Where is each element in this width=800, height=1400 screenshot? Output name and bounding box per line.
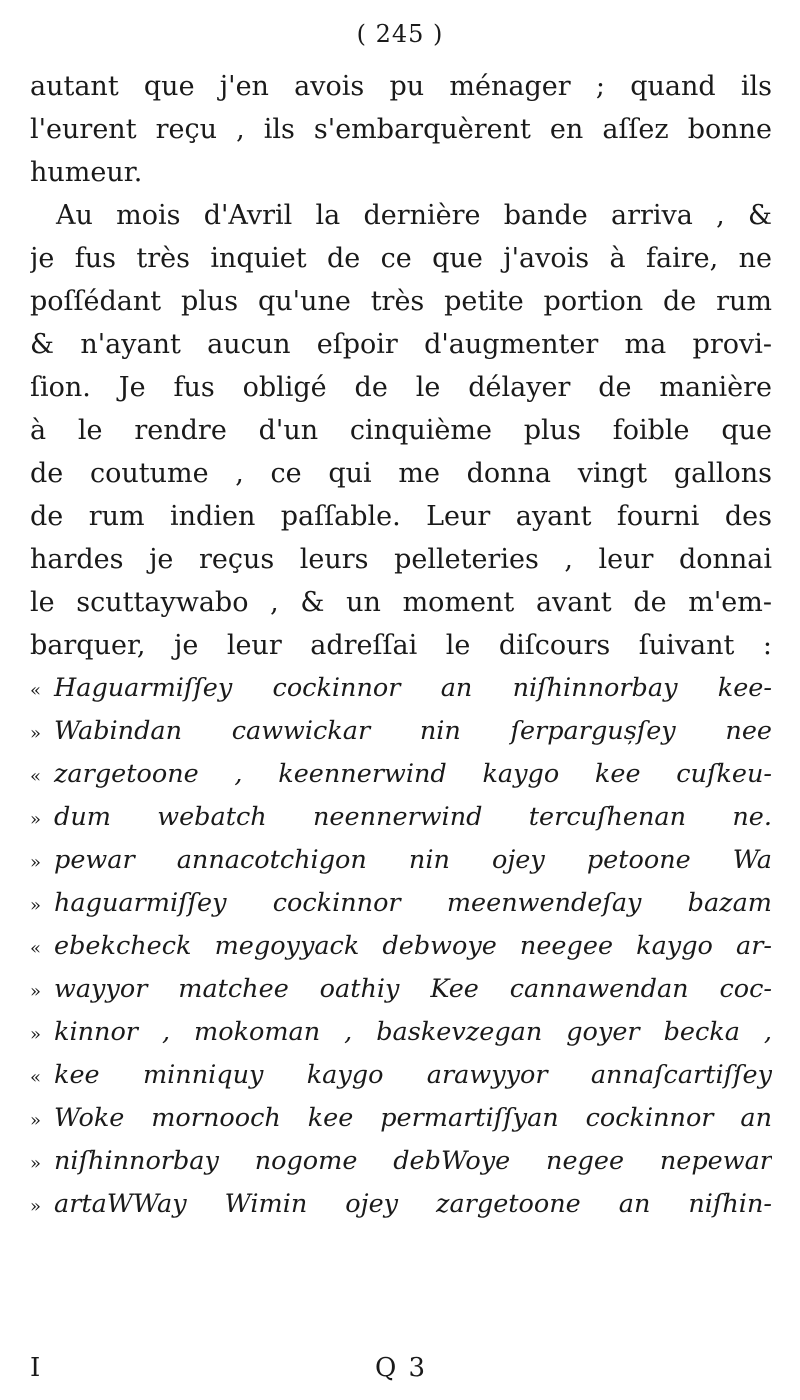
paragraph-start-line: Au mois d'Avril la dernière bande arriva , &	[56, 200, 772, 231]
quote-mark: »	[30, 981, 42, 1002]
text-line: à le rendre d'un cinquième plus foible que	[30, 415, 772, 446]
text-line: le scuttaywabo , & un moment avant de m'em-	[30, 587, 772, 618]
quote-text: dum webatch neennerwind tercuſhenan ne.	[54, 802, 772, 832]
quote-text: Haguarmiſſey cockinnor an niſhinnorbay kee-	[54, 673, 772, 703]
quote-line	[30, 1097, 772, 1140]
quote-text: kinnor , mokoman , baskevzegan goyer becka ,	[54, 1017, 772, 1047]
quote-line	[30, 753, 772, 796]
quote-line	[30, 839, 772, 882]
quote-line	[30, 925, 772, 968]
quote-mark: «	[30, 938, 42, 959]
quote-line	[30, 667, 772, 710]
quote-mark: »	[30, 1024, 42, 1045]
body-text	[30, 65, 772, 1226]
quote-mark: »	[30, 895, 42, 916]
text-line: & n'ayant aucun eſpoir d'augmenter ma provi-	[30, 329, 772, 360]
text-line: autant que j'en avois pu ménager ; quand ils	[30, 71, 772, 102]
quote-mark: »	[30, 809, 42, 830]
text-line: barquer, je leur adreſſai le diſcours ſuivant :	[30, 630, 772, 661]
quote-text: artaWWay Wimin ojey zargetoone an niſhin-	[54, 1189, 772, 1219]
quote-line	[30, 710, 772, 753]
page-number: ( 245 )	[356, 20, 444, 48]
text-line: de rum indien paſſable. Leur ayant fourni des	[30, 501, 772, 532]
quote-mark: »	[30, 1196, 42, 1217]
quote-mark: «	[30, 680, 42, 701]
quote-text: kee minniquy kaygo arawyyor annaſcartiſſey	[54, 1060, 772, 1090]
signature-line	[30, 1353, 772, 1389]
text-line: poſſédant plus qu'une très petite portion de rum	[30, 286, 772, 317]
quote-mark: «	[30, 1067, 42, 1088]
text-line: hardes je reçus leurs pelleteries , leur donnai	[30, 544, 772, 575]
quote-text: wayyor matchee oathiy Kee cannawendan coc-	[54, 974, 772, 1004]
quote-text: pewar annacotchigon nin ojey petoone Wa	[54, 845, 772, 875]
quote-text: Woke mornooch kee permartiſſyan cockinnor an	[54, 1103, 772, 1133]
quote-mark: »	[30, 852, 42, 873]
quote-text: zargetoone , keennerwind kaygo kee cuſkeu-	[54, 759, 772, 789]
text-line: ſion. Je fus obligé de le délayer de manière	[30, 372, 772, 403]
signature-left-mark: I	[30, 1353, 41, 1383]
quote-line	[30, 968, 772, 1011]
quote-mark: »	[30, 723, 42, 744]
text-line: de coutume , ce qui me donna vingt gallons	[30, 458, 772, 489]
quote-line	[30, 1011, 772, 1054]
quote-text: Wabindan cawwickar nin ſerpargușſey nee	[54, 716, 772, 746]
text-line: je fus très inquiet de ce que j'avois à faire, ne	[30, 243, 772, 274]
quote-mark: »	[30, 1110, 42, 1131]
text-line: humeur.	[30, 157, 143, 188]
quote-line	[30, 796, 772, 839]
text-line: l'eurent reçu , ils s'embarquèrent en aſſez bonne	[30, 114, 772, 145]
quote-mark: «	[30, 766, 42, 787]
quote-line	[30, 882, 772, 925]
quote-text: haguarmiſſey cockinnor meenwendeſay bazam	[54, 888, 772, 918]
quote-line	[30, 1183, 772, 1226]
quote-text: ebekcheck megoyyack debwoye neegee kaygo ar-	[54, 931, 772, 961]
quote-line	[30, 1140, 772, 1183]
signature-mark: Q 3	[374, 1353, 428, 1383]
quote-line	[30, 1054, 772, 1097]
quote-mark: »	[30, 1153, 42, 1174]
quote-text: niſhinnorbay nogome debWoye negee nepewar	[54, 1146, 772, 1176]
